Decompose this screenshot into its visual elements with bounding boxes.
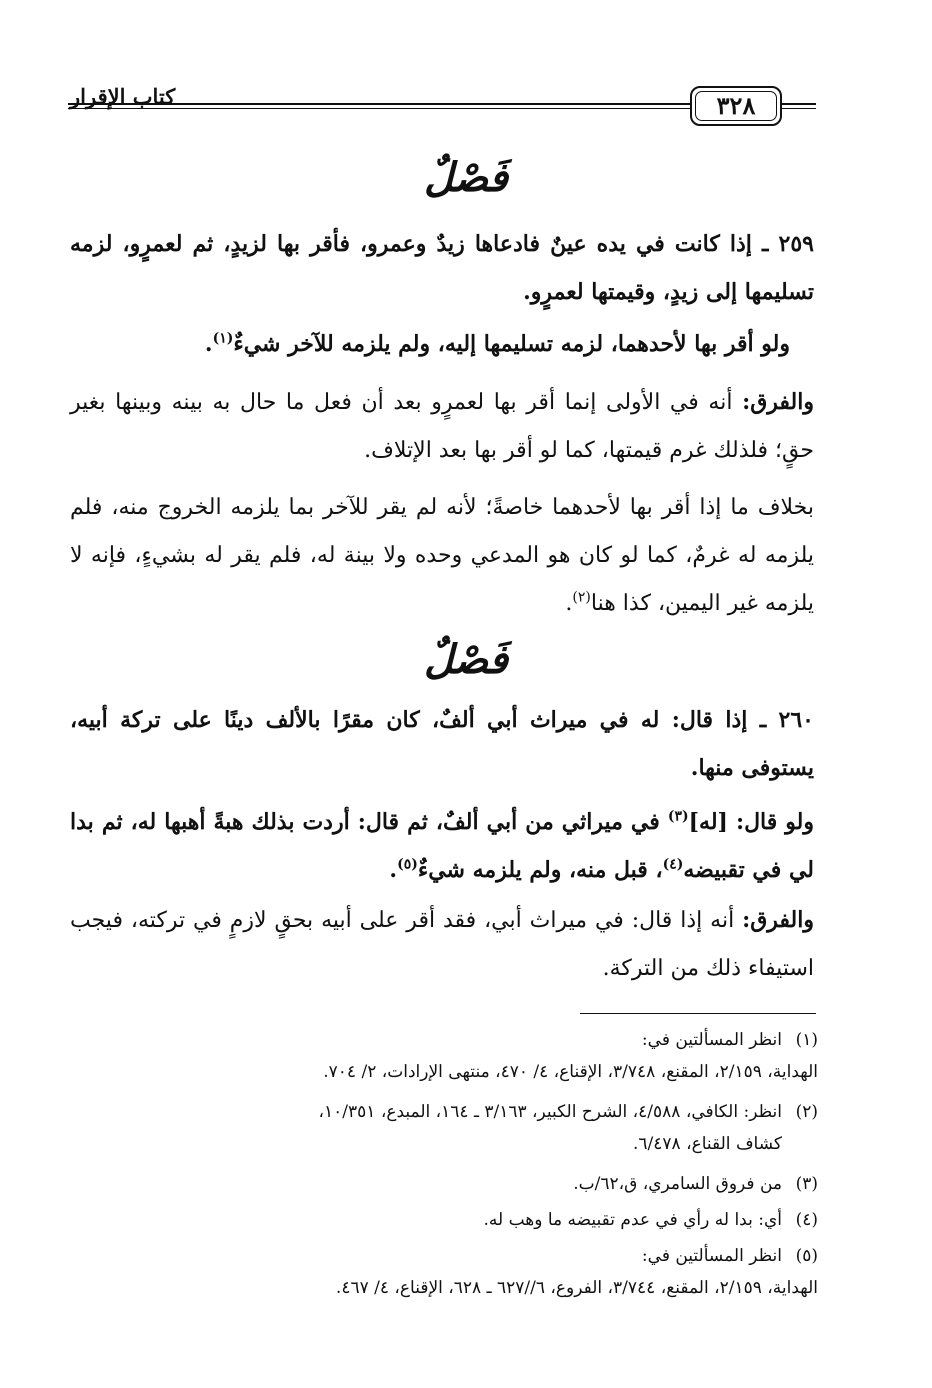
page-number: ٣٢٨ [690,86,782,126]
question-260 [70,696,814,792]
difference-259 [70,378,814,475]
difference-text: أنه في الأولى إنما أقر بها لعمرٍو بعد أن فعل ما حال به بينه وبينها بغير حقٍ؛ فلذلك غرم قيمتها، كما لو أقر بها بعد الإتلاف. [70,390,814,463]
contrast-259: ولو أقر بها لأحدهما، لزمه تسليمها إليه، ولم يلزمه للآخر شيءٌ$^{(١)}$. [204,330,790,357]
difference-text: أنه إذا قال: في ميراث أبي، فقد أقر على أبيه بحقٍ لازمٍ في تركته، فيجب استيفاء ذلك من التركة. [70,908,814,981]
section-heading-2: فَصْلٌ [423,636,509,683]
header-rule-right [780,103,816,109]
section-heading-1: فَصْلٌ [423,154,509,201]
footnote-2 [92,1096,818,1160]
footnote-line: انظر المسألتين في: [641,1030,782,1050]
footnote-5 [92,1240,818,1304]
difference-label: والفرق: [742,389,814,415]
footnote-number: (١) [795,1030,818,1050]
footnote-line: الهداية، ٢/١٥٩، المقنع، ٣/٧٤٤، الفروع، ٦//٦٢٧ ـ ٦٢٨، الإقناع، ٤/ ٤٦٧. [335,1278,818,1298]
contrast-text-a: ولو قال: [له] [688,809,815,835]
footnote-line: كشاف القناع، ٦/٤٧٨. [633,1134,782,1154]
footnote-number: (٤) [795,1210,818,1230]
question-number: ٢٦٠ ـ [759,707,814,733]
footnote-ref: (٥) [397,856,418,873]
footnote-line: انظر المسألتين في: [641,1246,782,1266]
question-number: ٢٥٩ ـ [762,231,814,257]
difference-260 [70,896,814,993]
footnote-ref: (١) [212,330,234,347]
footnote-number: (٢) [795,1102,818,1122]
contrast-text-c: ، قبل منه، ولم يلزمه شيءٌ [417,857,663,883]
footnote-number: (٣) [795,1174,818,1194]
contrast-text: ولو أقر بها لأحدهما، لزمه تسليمها إليه، ولم يلزمه للآخر شيءٌ [233,331,790,357]
contrast-260: ولو قال: [له]$^{(٣)}$ في ميراثي من أبي ألفٌ، ثم قال: أردت بذلك هبةً أهبها له، ثم بدا لي في تقبيضه$^{(٤)}$، قبل منه، ولم يلزمه شيءٌ$^{(٥)}$. [70,808,815,883]
footnote-line: من فروق السامري، ق،٦٢/ب. [573,1174,782,1194]
footnote-3 [92,1168,818,1200]
footnote-ref: (٣) [667,808,689,825]
footnote-ref: (٢) [572,589,591,606]
contrast-text-b: في ميراثي من أبي ألفٌ، ثم قال: أردت بذلك هبةً أهبها له، ثم بدا لي في تقبيضه [70,809,814,883]
question-text: إذا قال: له في ميراث أبي ألفٌ، كان مقرًا بالألف دينًا على تركة أبيه، يستوفى منها. [70,707,814,781]
footnote-separator [580,1013,816,1014]
footnote-line: الهداية، ٢/١٥٩، المقنع، ٣/٧٤٨، الإقناع، ٤/ ٤٧٠، منتهى الإرادات، ٢/ ٧٠٤. [323,1062,818,1082]
footnote-ref: (٤) [662,856,684,873]
difference-label: والفرق: [742,907,814,933]
question-text: إذا كانت في يده عينٌ فادعاها زيدٌ وعمرو، فأقر بها لزيدٍ، ثم لعمرٍو، لزمه تسليمها إلى زيدٍ، وقيمتها لعمرٍو. [70,231,814,305]
running-title: كتاب الإقرار [70,84,176,109]
extra-259: بخلاف ما إذا أقر بها لأحدهما خاصةً؛ لأنه لم يقر للآخر بما يلزمه الخروج منه، فلم يلزمه له غرمٌ، كما لو كان هو المدعي وحده ولا بينة له، فلم يقر له بشيءٍ، فإنه لا يلزمه غير اليمين، كذا هنا$^{(٢)}$. [70,495,814,616]
footnote-1 [92,1024,818,1088]
footnote-line: انظر: الكافي، ٤/٥٨٨، الشرح الكبير، ٣/١٦٣ ـ ١٦٤، المبدع، ١٠/٣٥١، [318,1102,782,1122]
footnote-number: (٥) [795,1246,818,1266]
footnote-4 [92,1204,818,1236]
footnote-line: أي: بدا له رأي في عدم تقبيضه ما وهب له. [483,1210,782,1230]
extra-text: بخلاف ما إذا أقر بها لأحدهما خاصةً؛ لأنه لم يقر للآخر بما يلزمه الخروج منه، فلم يلزمه له غرمٌ، كما لو كان هو المدعي وحده ولا بينة له، فلم يقر له بشيءٍ، فإنه لا يلزمه غير اليمين، كذا هنا [70,495,814,616]
question-259 [70,220,814,316]
